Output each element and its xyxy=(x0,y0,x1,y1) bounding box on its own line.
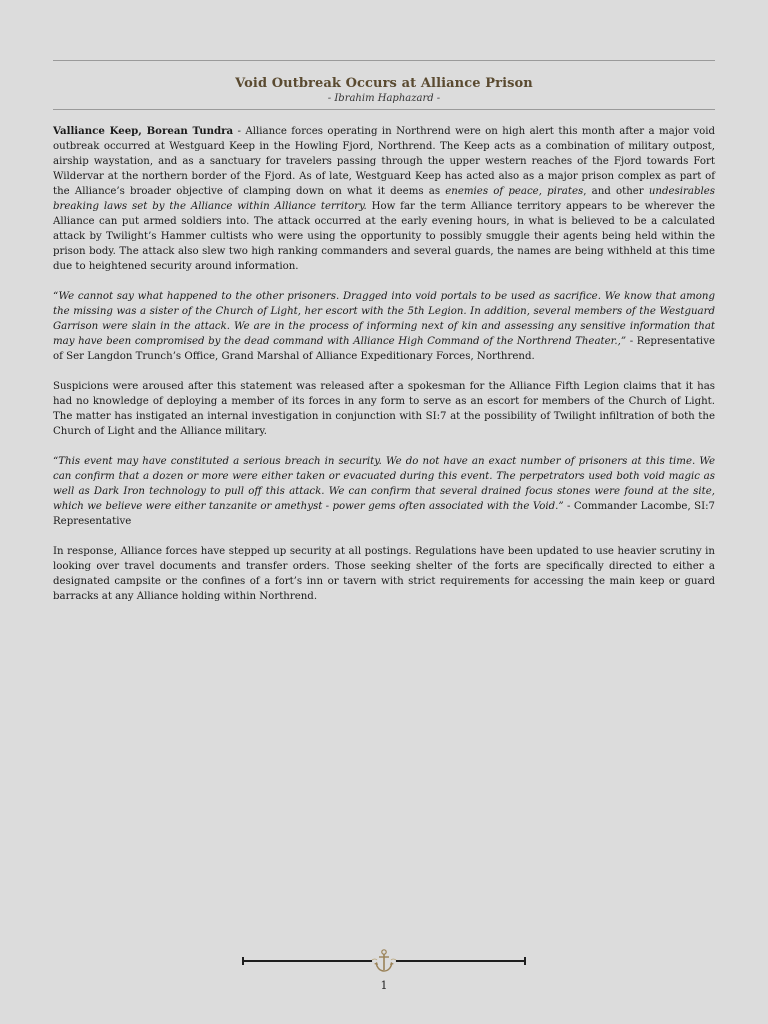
article xyxy=(53,60,715,619)
page-footer xyxy=(242,946,526,976)
page-number: 1 xyxy=(380,979,388,992)
anchor-emblem-icon xyxy=(369,946,399,976)
quote-text: “This event may have constituted a serious breach in security. We do not have an exact number of prisoners at this time. We can confirm that a dozen or more were either taken or evacuated during this event. The perpetrators used both void magic as well as Dark Iron technology to pull off this attack. We can confirm that several drained focus stones were found at the site, which we believe were either tanzanite or amethyst - power gems often associated with the Void.” xyxy=(53,456,715,512)
title-rule xyxy=(53,109,715,110)
paragraph-3: In response, Alliance forces have stepped up security at all postings. Regulations have been updated to use heavier scrutiny in looking over travel documents and transfer orders. Those seeking shelter of the forts are specifically directed to either a designated campsite or the confines of a fort’s inn or tavern with strict requirements for accessing the main keep or guard barracks at any Alliance holding within Northrend. xyxy=(53,546,715,602)
article-byline: - Ibrahim Haphazard - xyxy=(327,93,441,104)
quote-2 xyxy=(53,454,715,529)
paragraph-1: Valliance Keep, Borean Tundra - Alliance forces operating in Northrend were on high alert this month after a major void outbreak occurred at Westguard Keep in the Howling Fjord, Northrend. The Keep acts as a combination of military outpost, airship waystation, and as a sanctuary for travelers passing through the upper western reaches of the Fjord towards Fort Wildervar at the northern border of the Fjord. As of late, Westguard Keep has acted also as a major prison complex as part of the Alliance’s broader objective of clamping down on what it deems as enemies of peace, pirates, and other undesirables breaking laws set by the Alliance within Alliance territory. How far the term Alliance territory appears to be wherever the Alliance can put armed soldiers into. The attack occurred at the early evening hours, in what is believed to be a calculated attack by Twilight’s Hammer cultists who were using the opportunity to possibly smuggle their agents being held within the prison body. The attack also slew two high ranking commanders and several guards, the names are being withheld at this time due to heightened security around information. xyxy=(53,125,716,272)
article-body xyxy=(53,124,715,604)
quote-text: “We cannot say what happened to the other prisoners. Dragged into void portals to be used as sacrifice. We know that among the missing was a sister of the Church of Light, her escort with the 5th Legion. In addition, several members of the Westguard Garrison were slain in the attack. We are in the process of informing next of kin and assessing any sensitive information that may have been compromised by the dead command with Alliance High Command of the Northrend Theater.,” xyxy=(53,291,715,347)
article-title: Void Outbreak Occurs at Alliance Prison xyxy=(235,76,533,91)
quote-1 xyxy=(53,289,715,364)
quote-attribution: - Commander Lacombe, SI:7 Representative xyxy=(53,501,716,527)
quote-attribution: - Representative of Ser Langdon Trunch’s Office, Grand Marshal of Alliance Expeditionary Forces, Northrend. xyxy=(53,336,715,362)
dateline: Valliance Keep, Borean Tundra xyxy=(53,125,234,137)
paragraph-2: Suspicions were aroused after this statement was released after a spokesman for the Alliance Fifth Legion claims that it has had no knowledge of deploying a member of its forces in any form to serve as an escort for members of the Church of Light. The matter has instigated an internal investigation in conjunction with SI:7 at the possibility of Twilight infiltration of both the Church of Light and the Alliance military. xyxy=(53,381,715,437)
top-rule xyxy=(53,60,715,61)
